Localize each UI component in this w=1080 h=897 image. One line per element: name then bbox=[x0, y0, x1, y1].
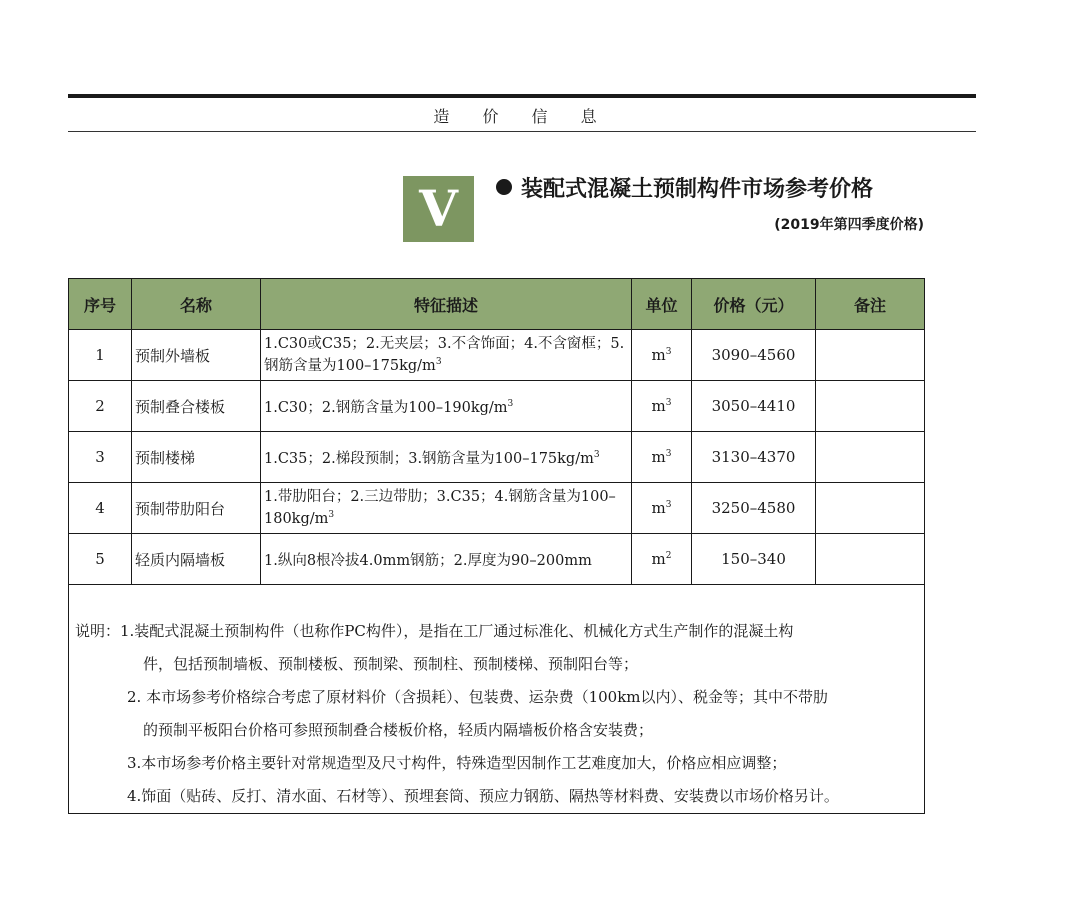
header-desc: 特征描述 bbox=[261, 279, 632, 330]
note-line: 2. 本市场参考价格综合考虑了原材料价（含损耗）、包装费、运杂费（100km以内）、税金等；其中不带肋 bbox=[127, 688, 829, 706]
row-remark bbox=[816, 381, 925, 432]
row-name: 预制叠合楼板 bbox=[132, 381, 261, 432]
row-remark bbox=[816, 534, 925, 585]
note-line: 3.本市场参考价格主要针对常规造型及尺寸构件，特殊造型因制作工艺难度加大，价格应相应调整； bbox=[127, 754, 787, 772]
row-price: 3130–4370 bbox=[692, 432, 816, 483]
table-header-row bbox=[69, 279, 925, 330]
row-unit: $m^3$ bbox=[632, 483, 692, 534]
row-no: 4 bbox=[69, 483, 132, 534]
row-desc: 1.带肋阳台；2.三边带肋；3.C35；4.钢筋含量为$100-180kg/m^3$ bbox=[261, 483, 632, 534]
row-name: 轻质内隔墙板 bbox=[132, 534, 261, 585]
row-no: 3 bbox=[69, 432, 132, 483]
header-remark: 备注 bbox=[816, 279, 925, 330]
row-price: 150–340 bbox=[692, 534, 816, 585]
row-remark bbox=[816, 483, 925, 534]
table-row bbox=[69, 381, 925, 432]
section-label: 造 价 信 息 bbox=[433, 107, 611, 126]
notes-row bbox=[69, 585, 925, 814]
row-price: 3090–4560 bbox=[692, 330, 816, 381]
table-row bbox=[69, 483, 925, 534]
page-subtitle: (2019年第四季度价格) bbox=[774, 217, 924, 233]
note-line: 的预制平板阳台价格可参照预制叠合楼板价格，轻质内隔墙板价格含安装费； bbox=[143, 721, 654, 739]
note-line: 说明：1.装配式混凝土预制构件（也称作PC构件），是指在工厂通过标准化、机械化方式生产制作的混凝土构 bbox=[75, 622, 794, 640]
row-name: 预制带肋阳台 bbox=[132, 483, 261, 534]
header-unit: 单位 bbox=[632, 279, 692, 330]
row-price: 3050–4410 bbox=[692, 381, 816, 432]
table-row bbox=[69, 432, 925, 483]
top-rule bbox=[68, 94, 976, 98]
row-no: 5 bbox=[69, 534, 132, 585]
note-line: 件，包括预制墙板、预制楼板、预制梁、预制柱、预制楼梯、预制阳台等； bbox=[143, 655, 639, 673]
notes-cell bbox=[69, 585, 925, 814]
row-remark bbox=[816, 330, 925, 381]
table-row bbox=[69, 330, 925, 381]
row-desc: 1.C30或C35；2.无夹层；3.不含饰面；4.不含窗框；5.钢筋含量为$100-175kg/m^3$ bbox=[261, 330, 632, 381]
price-table bbox=[68, 278, 925, 814]
row-unit: $m^3$ bbox=[632, 432, 692, 483]
row-unit: $m^2$ bbox=[632, 534, 692, 585]
header-price: 价格（元） bbox=[692, 279, 816, 330]
note-line: 4.饰面（贴砖、反打、清水面、石材等）、预埋套筒、预应力钢筋、隔热等材料费、安装费以市场价格另计。 bbox=[127, 787, 839, 805]
row-desc: 1.纵向8根冷拔4.0mm钢筋；2.厚度为90–200mm bbox=[261, 534, 632, 585]
row-price: 3250–4580 bbox=[692, 483, 816, 534]
header-no: 序号 bbox=[69, 279, 132, 330]
row-no: 2 bbox=[69, 381, 132, 432]
header-divider bbox=[68, 131, 976, 132]
table-row bbox=[69, 534, 925, 585]
header-name: 名称 bbox=[132, 279, 261, 330]
row-no: 1 bbox=[69, 330, 132, 381]
row-desc: 1.C35；2.梯段预制；3.钢筋含量为$100-175kg/m^3$ bbox=[261, 432, 632, 483]
row-name: 预制外墙板 bbox=[132, 330, 261, 381]
row-unit: $m^3$ bbox=[632, 330, 692, 381]
notes bbox=[72, 585, 921, 813]
row-desc: 1.C30；2.钢筋含量为$100-190kg/m^3$ bbox=[261, 381, 632, 432]
row-name: 预制楼梯 bbox=[132, 432, 261, 483]
bullet-icon bbox=[496, 179, 512, 195]
section-badge: V bbox=[403, 176, 474, 242]
page-title bbox=[496, 172, 873, 203]
row-unit: $m^3$ bbox=[632, 381, 692, 432]
row-remark bbox=[816, 432, 925, 483]
page-title-text: 装配式混凝土预制构件市场参考价格 bbox=[521, 177, 874, 202]
